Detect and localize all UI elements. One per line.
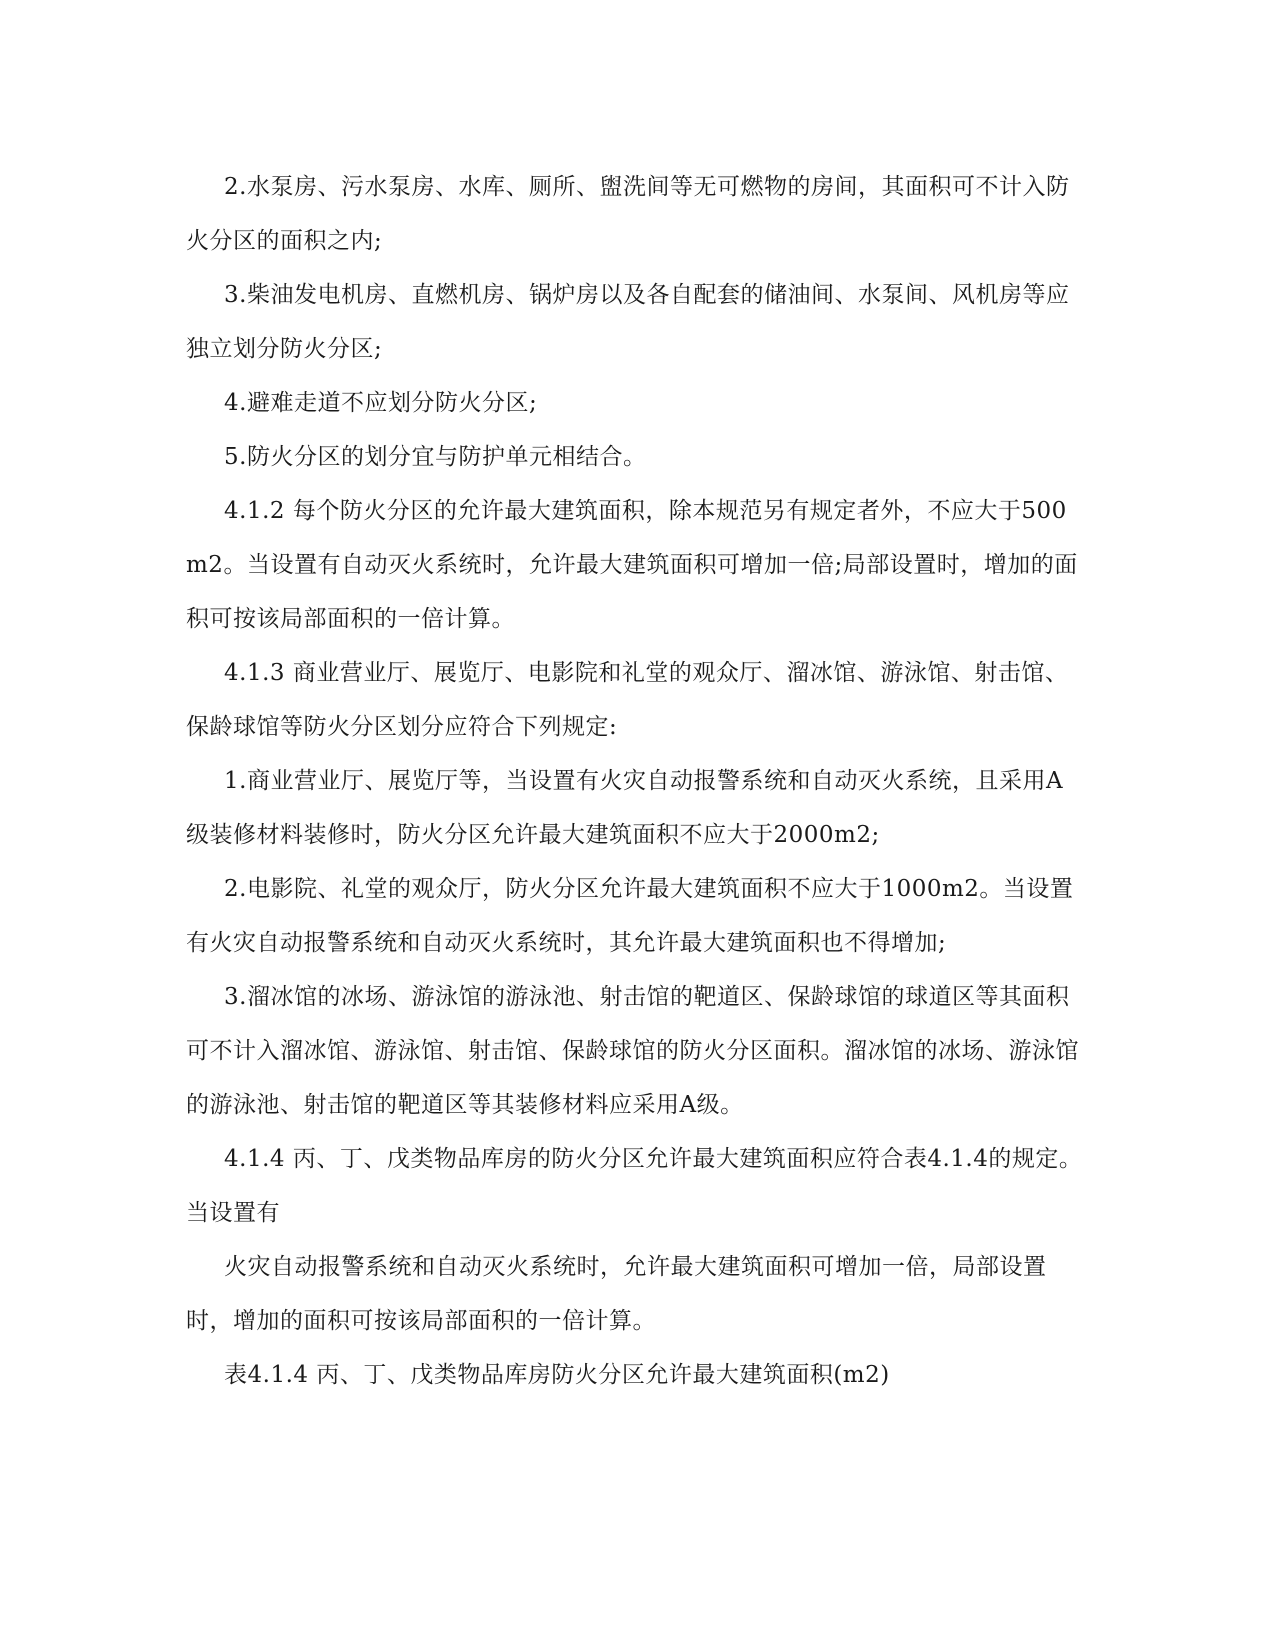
- clause-4-1-4-continued: 火灾自动报警系统和自动灭火系统时，允许最大建筑面积可增加一倍，局部设置时，增加的面积可按该局部面积的一倍计算。: [186, 1254, 1047, 1334]
- paragraph-item-2: 2.水泵房、污水泵房、水库、厕所、盥洗间等无可燃物的房间，其面积可不计入防火分区的面积之内;: [186, 174, 1070, 254]
- document-body: [186, 160, 1086, 1402]
- clause-4-1-2: 4.1.2 每个防火分区的允许最大建筑面积，除本规范另有规定者外，不应大于500m2。当设置有自动灭火系统时，允许最大建筑面积可增加一倍;局部设置时，增加的面积可按该局部面积的一倍计算。: [186, 498, 1078, 632]
- clause-4-1-3-item-3: 3.溜冰馆的冰场、游泳馆的游泳池、射击馆的靶道区、保龄球馆的球道区等其面积可不计入溜冰馆、游泳馆、射击馆、保龄球馆的防火分区面积。溜冰馆的冰场、游泳馆的游泳池、射击馆的靶道区等其装修材料应采用A级。: [186, 984, 1079, 1118]
- clause-4-1-4: 4.1.4 丙、丁、戊类物品库房的防火分区允许最大建筑面积应符合表4.1.4的规定。当设置有: [186, 1146, 1083, 1226]
- paragraph-item-4: 4.避难走道不应划分防火分区;: [224, 390, 538, 416]
- paragraph-item-5: 5.防火分区的划分宜与防护单元相结合。: [224, 444, 647, 470]
- paragraph-item-3: 3.柴油发电机房、直燃机房、锅炉房以及各自配套的储油间、水泵间、风机房等应独立划分防火分区;: [186, 282, 1070, 362]
- clause-4-1-3-item-2: 2.电影院、礼堂的观众厅，防火分区允许最大建筑面积不应大于1000m2。当设置有火灾自动报警系统和自动灭火系统时，其允许最大建筑面积也不得增加;: [186, 876, 1074, 956]
- table-caption: 表4.1.4 丙、丁、戊类物品库房防火分区允许最大建筑面积(m2): [224, 1362, 890, 1388]
- clause-4-1-3: 4.1.3 商业营业厅、展览厅、电影院和礼堂的观众厅、溜冰馆、游泳馆、射击馆、保龄球馆等防火分区划分应符合下列规定:: [186, 660, 1069, 740]
- clause-4-1-3-item-1: 1.商业营业厅、展览厅等，当设置有火灾自动报警系统和自动灭火系统，且采用A级装修材料装修时，防火分区允许最大建筑面积不应大于2000m2;: [186, 768, 1064, 848]
